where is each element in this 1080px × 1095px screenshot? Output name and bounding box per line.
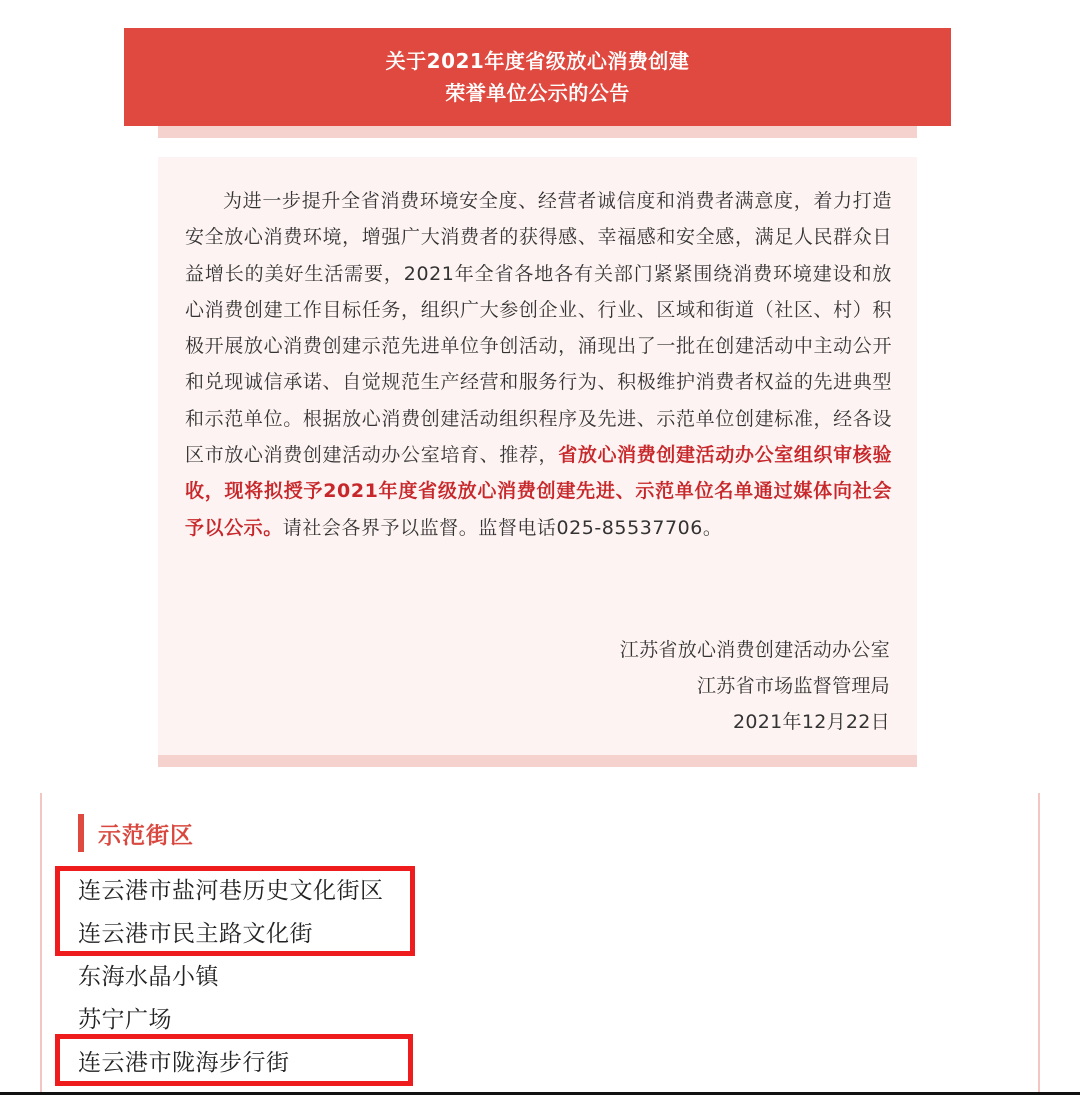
highlight-box-top bbox=[55, 866, 415, 956]
list-item: 连云港市陇海步行街 bbox=[78, 1050, 290, 1076]
section-right-border bbox=[1038, 793, 1040, 1095]
notice-title-line-2: 荣誉单位公示的公告 bbox=[445, 81, 630, 105]
signature-org-bureau: 江苏省市场监督管理局 bbox=[696, 675, 890, 697]
list-item: 连云港市盐河巷历史文化街区 bbox=[78, 878, 384, 904]
list-item: 连云港市民主路文化街 bbox=[78, 921, 313, 947]
notice-body-emphasis: 省放心消费创建活动办公室组织审核验收，现将拟授予2021年度省级放心消费创建先进、示范单位名单通过媒体向社会予以公示。 bbox=[185, 444, 892, 539]
signature-date: 2021年12月22日 bbox=[732, 711, 890, 733]
notice-title-banner bbox=[124, 28, 951, 126]
section-header bbox=[78, 813, 194, 853]
notice-signature bbox=[620, 632, 890, 740]
signature-org-office: 江苏省放心消费创建活动办公室 bbox=[619, 639, 890, 661]
section-left-border bbox=[40, 793, 42, 1095]
highlight-box-bottom bbox=[55, 1034, 413, 1086]
section-accent-bar bbox=[78, 814, 84, 852]
section-title: 示范街区 bbox=[98, 822, 194, 849]
notice-body-intro: 为进一步提升全省消费环境安全度、经营者诚信度和消费者满意度，着力打造安全放心消费环境，增强广大消费者的获得感、幸福感和安全感，满足人民群众日益增长的美好生活需要，2021年全省各地各有关部门紧紧围绕消费环境建设和放心消费创建工作目标任务，组织广大参创企业、行业、区域和街道（社区、村）积极开展放心消费创建示范先进单位争创活动，涌现出了一批在创建活动中主动公开和兑现诚信承诺、自觉规范生产经营和服务行为、积极维护消费者权益的先进典型和示范单位。根据放心消费创建活动组织程序及先进、示范单位创建标准，经各设区市放心消费创建活动办公室培育、推荐， bbox=[185, 190, 892, 467]
notice-title-line-1: 关于2021年度省级放心消费创建 bbox=[385, 49, 690, 73]
banner-shadow-strip bbox=[158, 126, 917, 138]
list-item: 苏宁广场 bbox=[78, 1007, 172, 1033]
notice-body-paragraph bbox=[185, 183, 892, 546]
list-item: 东海水晶小镇 bbox=[78, 964, 219, 990]
notice-body-closing: 请社会各界予以监督。监督电话025-85537706。 bbox=[282, 516, 723, 539]
notice-panel-bottom-strip bbox=[158, 755, 917, 767]
